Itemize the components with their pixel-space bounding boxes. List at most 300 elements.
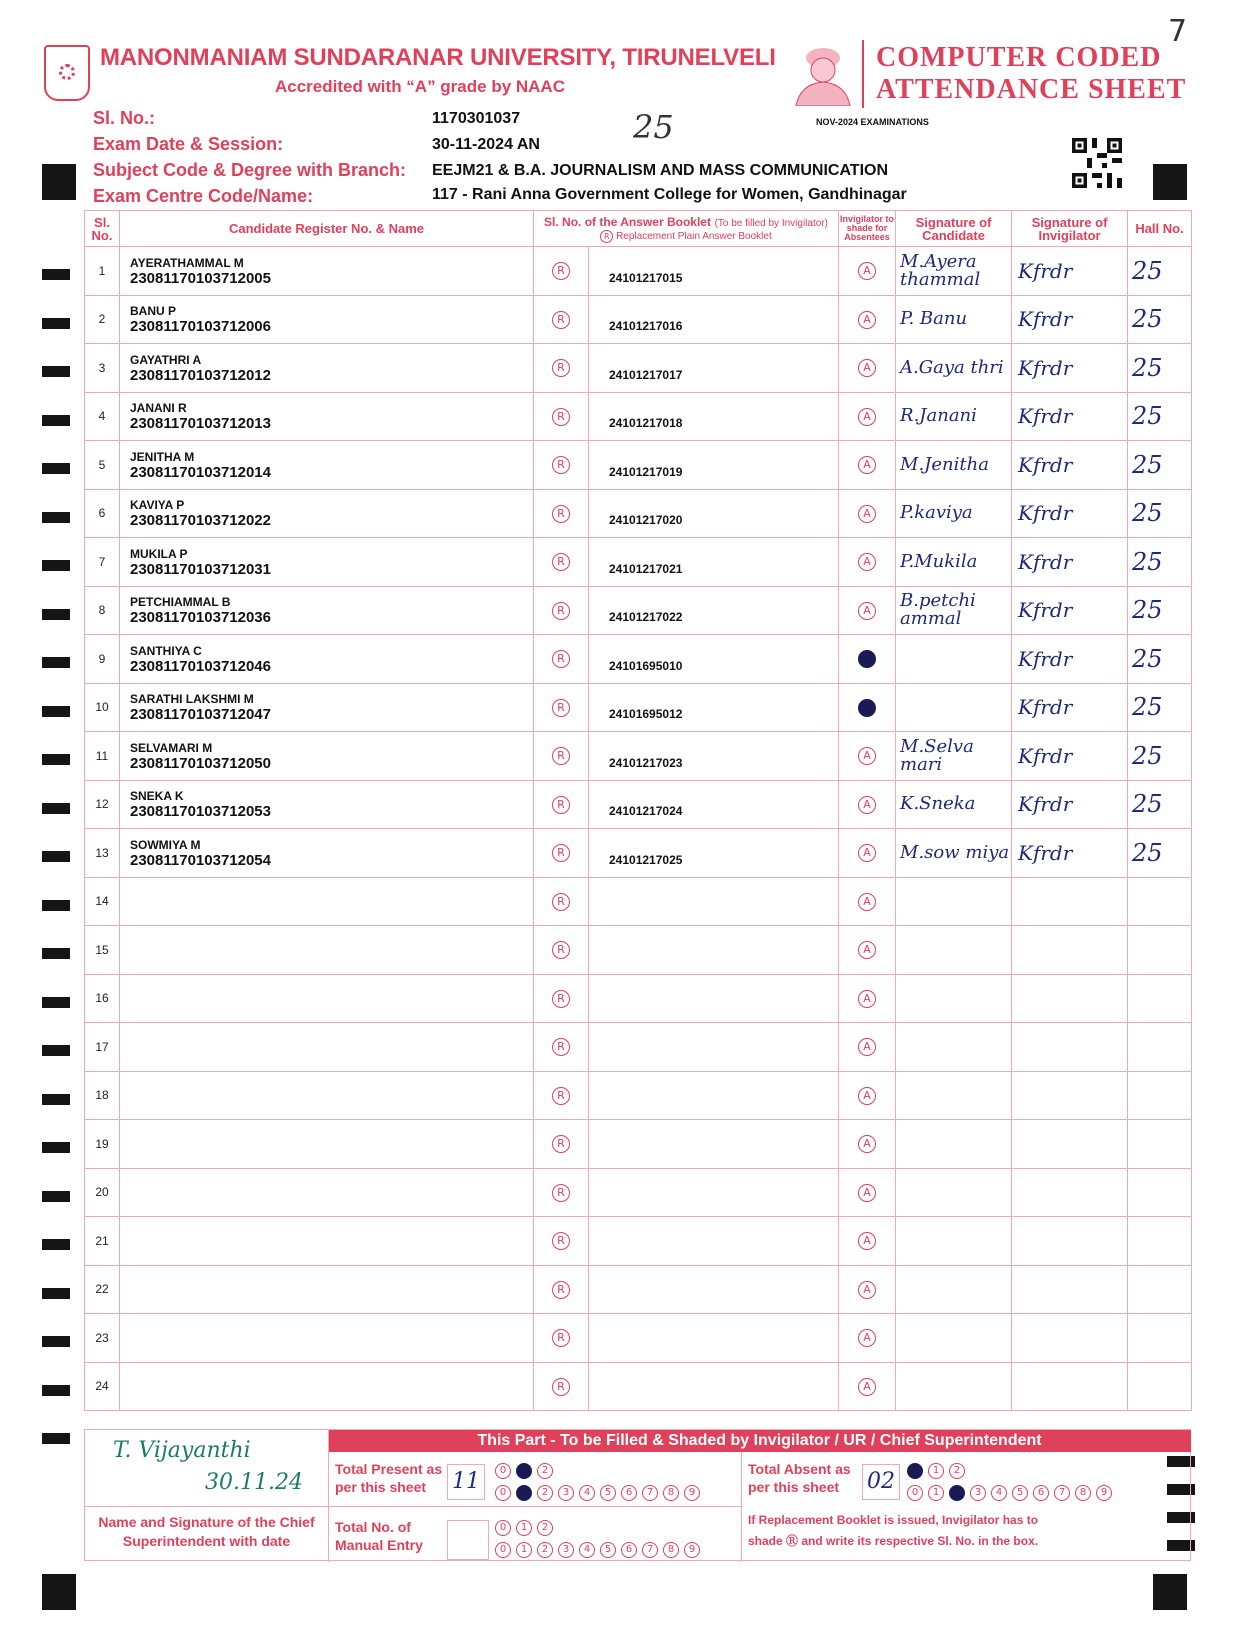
- invigilator-signature[interactable]: [1012, 1362, 1128, 1411]
- absentee-cell: [839, 1265, 896, 1314]
- candidate-signature[interactable]: [896, 1120, 1012, 1169]
- absentee-cell: [839, 829, 896, 878]
- hall-number[interactable]: [1128, 1168, 1192, 1217]
- row-sl: 1: [85, 247, 120, 296]
- digit-bubble-icon[interactable]: 2: [537, 1520, 553, 1536]
- absentee-cell: [839, 780, 896, 829]
- timing-mark: [42, 560, 70, 571]
- hall-number[interactable]: [1128, 877, 1192, 926]
- timing-mark: [42, 1433, 70, 1444]
- header-replacement: Replacement Plain Answer Booklet: [616, 230, 772, 242]
- replacement-cell: [534, 1362, 589, 1411]
- candidate-signature[interactable]: [896, 1314, 1012, 1363]
- chief-label: Name and Signature of the Chief Superintendent with date: [98, 1514, 315, 1549]
- booklet-number[interactable]: [589, 1168, 839, 1217]
- candidate-cell: [120, 829, 534, 878]
- absentee-bubble-icon[interactable]: A: [858, 1281, 876, 1299]
- digit-bubble-icon[interactable]: 5: [1012, 1485, 1028, 1501]
- absentee-cell: [839, 1023, 896, 1072]
- booklet-number[interactable]: [589, 1362, 839, 1411]
- candidate-signature[interactable]: A.Gaya thri: [896, 344, 1012, 393]
- hall-number[interactable]: [1128, 926, 1192, 975]
- replacement-bubble-icon[interactable]: R: [552, 1329, 570, 1347]
- candidate-signature[interactable]: K.Sneka: [896, 780, 1012, 829]
- header-hall: Hall No.: [1128, 211, 1192, 247]
- hall-number[interactable]: 25: [1128, 489, 1192, 538]
- hall-number[interactable]: 25: [1128, 295, 1192, 344]
- candidate-signature[interactable]: M.Ayera thammal: [896, 247, 1012, 296]
- hall-number[interactable]: [1128, 1217, 1192, 1266]
- table-row: [85, 1217, 1192, 1266]
- booklet-number[interactable]: [589, 974, 839, 1023]
- replacement-cell: [534, 1217, 589, 1266]
- absentee-cell: [839, 1120, 896, 1169]
- booklet-number[interactable]: [589, 1120, 839, 1169]
- absentee-bubble-icon[interactable]: A: [858, 1135, 876, 1153]
- attendance-table: [84, 210, 1192, 1411]
- invigilator-signature[interactable]: [1012, 1120, 1128, 1169]
- invigilator-signature[interactable]: Kfrdr: [1012, 538, 1128, 587]
- absentee-cell: [839, 344, 896, 393]
- booklet-number[interactable]: 24101217022: [589, 586, 839, 635]
- candidate-name: SANTHIYA C: [130, 643, 202, 658]
- timing-mark: [42, 900, 70, 911]
- invigilator-signature[interactable]: Kfrdr: [1012, 247, 1128, 296]
- table-row: [85, 1314, 1192, 1363]
- replacement-bubble-icon[interactable]: R: [552, 844, 570, 862]
- timing-mark: [42, 657, 70, 668]
- candidate-signature[interactable]: [896, 1362, 1012, 1411]
- hall-number[interactable]: 25: [1128, 635, 1192, 684]
- timing-mark: [42, 463, 70, 474]
- digit-bubble-icon[interactable]: 1: [928, 1485, 944, 1501]
- replacement-bubble-icon[interactable]: R: [552, 747, 570, 765]
- replacement-note: [748, 1510, 1038, 1552]
- candidate-cell: [120, 1168, 534, 1217]
- invigilator-signature[interactable]: Kfrdr: [1012, 635, 1128, 684]
- invigilator-signature[interactable]: Kfrdr: [1012, 586, 1128, 635]
- hall-number[interactable]: 25: [1128, 586, 1192, 635]
- candidate-signature[interactable]: M.Jenitha: [896, 441, 1012, 490]
- booklet-number[interactable]: 24101217020: [589, 489, 839, 538]
- hall-number[interactable]: 25: [1128, 829, 1192, 878]
- candidate-register-no: 23081170103712006: [130, 318, 271, 336]
- candidate-signature[interactable]: [896, 683, 1012, 732]
- candidate-cell: [120, 877, 534, 926]
- digit-bubble-icon[interactable]: 9: [684, 1485, 700, 1501]
- candidate-register-no: 23081170103712047: [130, 706, 271, 724]
- digit-bubble-icon[interactable]: 0: [907, 1485, 923, 1501]
- booklet-number[interactable]: 24101217024: [589, 780, 839, 829]
- hall-number[interactable]: [1128, 1362, 1192, 1411]
- replacement-cell: [534, 974, 589, 1023]
- digit-bubble-icon[interactable]: 0: [495, 1485, 511, 1501]
- absentee-bubble-icon[interactable]: A: [858, 1038, 876, 1056]
- replacement-cell: [534, 1023, 589, 1072]
- replacement-bubble-icon[interactable]: R: [552, 311, 570, 329]
- replacement-cell: [534, 780, 589, 829]
- digit-bubble-icon[interactable]: 3: [558, 1485, 574, 1501]
- absentee-bubble-icon[interactable]: A: [858, 1378, 876, 1396]
- hall-number[interactable]: 25: [1128, 392, 1192, 441]
- digit-bubble-icon[interactable]: 9: [1096, 1485, 1112, 1501]
- candidate-signature[interactable]: [896, 1023, 1012, 1072]
- replacement-bubble-icon[interactable]: R: [552, 1087, 570, 1105]
- header-sig-invigilator: Signature of Invigilator: [1012, 211, 1128, 247]
- candidate-cell: [120, 344, 534, 393]
- invigilator-signature[interactable]: [1012, 877, 1128, 926]
- divider: [328, 1430, 329, 1562]
- row-sl: 18: [85, 1071, 120, 1120]
- candidate-signature[interactable]: [896, 1265, 1012, 1314]
- table-row: [85, 1265, 1192, 1314]
- chief-signature: T. Vijayanthi: [113, 1438, 251, 1463]
- candidate-cell: [120, 635, 534, 684]
- invigilator-signature[interactable]: Kfrdr: [1012, 489, 1128, 538]
- university-logo: [44, 45, 90, 101]
- row-sl: 19: [85, 1120, 120, 1169]
- row-sl: 16: [85, 974, 120, 1023]
- digit-bubble-icon[interactable]: 5: [600, 1542, 616, 1558]
- replacement-bubble-icon[interactable]: R: [552, 408, 570, 426]
- absentee-bubble-icon[interactable]: A: [858, 1329, 876, 1347]
- row-sl: 4: [85, 392, 120, 441]
- invigilator-signature[interactable]: Kfrdr: [1012, 344, 1128, 393]
- hall-number[interactable]: 25: [1128, 344, 1192, 393]
- candidate-register-no: 23081170103712050: [130, 754, 271, 772]
- candidate-signature[interactable]: P. Banu: [896, 295, 1012, 344]
- absentee-bubble-icon[interactable]: A: [858, 1232, 876, 1250]
- hall-number[interactable]: 25: [1128, 732, 1192, 781]
- absentee-bubble-icon[interactable]: A: [858, 602, 876, 620]
- qr-code-icon: [1072, 138, 1122, 188]
- gear-emblem-icon: [59, 64, 75, 80]
- booklet-number[interactable]: 24101217016: [589, 295, 839, 344]
- booklet-number[interactable]: 24101695010: [589, 635, 839, 684]
- chief-date: 30.11.24: [205, 1470, 303, 1495]
- absentee-cell: [839, 538, 896, 587]
- booklet-number[interactable]: [589, 877, 839, 926]
- digit-bubble-icon[interactable]: 0: [495, 1463, 511, 1479]
- absentee-bubble-icon[interactable]: A: [858, 1184, 876, 1202]
- booklet-number[interactable]: [589, 1023, 839, 1072]
- absentee-bubble-icon[interactable]: A: [858, 650, 876, 668]
- invigilator-signature[interactable]: Kfrdr: [1012, 392, 1128, 441]
- row-sl: 2: [85, 295, 120, 344]
- candidate-register-no: 23081170103712005: [130, 269, 271, 287]
- absentee-bubble-icon[interactable]: A: [858, 408, 876, 426]
- total-present-label: Total Present as per this sheet: [335, 1461, 443, 1495]
- field-label-slno: Sl. No.:: [93, 108, 155, 128]
- hall-number[interactable]: 25: [1128, 780, 1192, 829]
- absentee-bubble-icon[interactable]: A: [858, 359, 876, 377]
- candidate-signature[interactable]: B.petchi ammal: [896, 586, 1012, 635]
- booklet-number[interactable]: 24101217018: [589, 392, 839, 441]
- booklet-number[interactable]: 24101217019: [589, 441, 839, 490]
- digit-bubble-icon[interactable]: 3: [558, 1542, 574, 1558]
- replacement-bubble-icon[interactable]: R: [552, 990, 570, 1008]
- absentee-bubble-icon[interactable]: A: [858, 311, 876, 329]
- invigilator-signature[interactable]: [1012, 1314, 1128, 1363]
- invigilator-signature[interactable]: [1012, 974, 1128, 1023]
- digit-bubble-icon[interactable]: 0: [495, 1542, 511, 1558]
- candidate-signature[interactable]: R.Janani: [896, 392, 1012, 441]
- header-booklet-note: (To be filled by Invigilator): [714, 217, 828, 229]
- replacement-r-icon: R: [600, 230, 613, 243]
- replacement-bubble-icon[interactable]: R: [552, 456, 570, 474]
- candidate-signature[interactable]: [896, 635, 1012, 684]
- replacement-cell: [534, 538, 589, 587]
- candidate-signature[interactable]: [896, 926, 1012, 975]
- absentee-cell: [839, 877, 896, 926]
- absentee-bubble-icon[interactable]: A: [858, 844, 876, 862]
- present-tens-bubbles: [495, 1460, 558, 1479]
- replacement-bubble-icon[interactable]: R: [552, 941, 570, 959]
- booklet-number[interactable]: [589, 1217, 839, 1266]
- total-absent-box[interactable]: 02: [862, 1464, 900, 1500]
- timing-mark: [42, 366, 70, 377]
- absentee-bubble-icon[interactable]: A: [858, 505, 876, 523]
- replacement-bubble-icon[interactable]: R: [552, 1378, 570, 1396]
- candidate-name: MUKILA P: [130, 546, 188, 561]
- hall-number[interactable]: [1128, 1314, 1192, 1363]
- digit-bubble-icon[interactable]: 7: [642, 1485, 658, 1501]
- digit-bubble-icon[interactable]: 6: [1033, 1485, 1049, 1501]
- replacement-cell: [534, 1168, 589, 1217]
- divider: [741, 1452, 742, 1562]
- candidate-signature[interactable]: P.kaviya: [896, 489, 1012, 538]
- table-row: [85, 247, 1192, 296]
- absentee-cell: [839, 926, 896, 975]
- invigilator-signature[interactable]: [1012, 926, 1128, 975]
- absentee-bubble-icon[interactable]: A: [858, 699, 876, 717]
- digit-bubble-icon[interactable]: 1: [516, 1463, 532, 1479]
- invigilator-signature[interactable]: [1012, 1071, 1128, 1120]
- replacement-bubble-icon[interactable]: R: [552, 1038, 570, 1056]
- candidate-register-no: 23081170103712014: [130, 463, 271, 481]
- timing-mark: [42, 1336, 70, 1347]
- absentee-bubble-icon[interactable]: A: [858, 990, 876, 1008]
- absentee-bubble-icon[interactable]: A: [858, 747, 876, 765]
- hall-number[interactable]: [1128, 1023, 1192, 1072]
- hall-number[interactable]: 25: [1128, 247, 1192, 296]
- replacement-bubble-icon[interactable]: R: [552, 699, 570, 717]
- absentee-bubble-icon[interactable]: A: [858, 456, 876, 474]
- hall-number[interactable]: [1128, 974, 1192, 1023]
- candidate-signature[interactable]: [896, 1168, 1012, 1217]
- row-sl: 13: [85, 829, 120, 878]
- header-sig-candidate: Signature of Candidate: [896, 211, 1012, 247]
- replacement-bubble-icon[interactable]: R: [552, 602, 570, 620]
- hall-number[interactable]: 25: [1128, 538, 1192, 587]
- candidate-signature[interactable]: [896, 877, 1012, 926]
- candidate-cell: [120, 1362, 534, 1411]
- replacement-bubble-icon[interactable]: R: [552, 650, 570, 668]
- total-present-box[interactable]: 11: [447, 1464, 485, 1500]
- digit-bubble-icon[interactable]: 9: [684, 1542, 700, 1558]
- absentee-bubble-icon[interactable]: A: [858, 796, 876, 814]
- replacement-bubble-icon[interactable]: R: [552, 893, 570, 911]
- replacement-bubble-icon[interactable]: R: [552, 1135, 570, 1153]
- invigilator-signature[interactable]: Kfrdr: [1012, 780, 1128, 829]
- replacement-note-line1: If Replacement Booklet is issued, Invigilator has to: [748, 1513, 1039, 1527]
- candidate-cell: [120, 538, 534, 587]
- candidate-name: AYERATHAMMAL M: [130, 255, 244, 270]
- digit-bubble-icon[interactable]: 2: [537, 1463, 553, 1479]
- digit-bubble-icon[interactable]: 8: [663, 1485, 679, 1501]
- absentee-bubble-icon[interactable]: A: [858, 941, 876, 959]
- row-sl: 8: [85, 586, 120, 635]
- absentee-bubble-icon[interactable]: A: [858, 893, 876, 911]
- row-sl: 5: [85, 441, 120, 490]
- hall-number[interactable]: 25: [1128, 683, 1192, 732]
- digit-bubble-icon[interactable]: 1: [516, 1485, 532, 1501]
- booklet-number[interactable]: 24101217015: [589, 247, 839, 296]
- booklet-number[interactable]: 24101217021: [589, 538, 839, 587]
- field-value-slno: 1170301037: [432, 110, 521, 127]
- row-sl: 9: [85, 635, 120, 684]
- digit-bubble-icon[interactable]: 8: [1075, 1485, 1091, 1501]
- digit-bubble-icon[interactable]: 5: [600, 1485, 616, 1501]
- hall-number[interactable]: [1128, 1265, 1192, 1314]
- table-row: [85, 926, 1192, 975]
- candidate-name: SARATHI LAKSHMI M: [130, 692, 254, 707]
- candidate-signature[interactable]: P.Mukila: [896, 538, 1012, 587]
- digit-bubble-icon[interactable]: 4: [991, 1485, 1007, 1501]
- header-booklet: [534, 211, 839, 247]
- digit-bubble-icon[interactable]: 1: [928, 1463, 944, 1479]
- replacement-cell: [534, 392, 589, 441]
- absentee-bubble-icon[interactable]: A: [858, 553, 876, 571]
- booklet-number[interactable]: 24101695012: [589, 683, 839, 732]
- invigilator-signature[interactable]: Kfrdr: [1012, 295, 1128, 344]
- replacement-cell: [534, 1071, 589, 1120]
- row-sl: 15: [85, 926, 120, 975]
- row-sl: 3: [85, 344, 120, 393]
- timing-mark: [42, 415, 70, 426]
- row-sl: 11: [85, 732, 120, 781]
- candidate-signature[interactable]: [896, 974, 1012, 1023]
- booklet-number[interactable]: [589, 926, 839, 975]
- timing-mark: [42, 609, 70, 620]
- digit-bubble-icon[interactable]: 1: [516, 1520, 532, 1536]
- digit-bubble-icon[interactable]: 4: [579, 1542, 595, 1558]
- field-value-centre: 117 - Rani Anna Government College for Women, Gandhinagar: [432, 186, 907, 203]
- divider: [85, 1506, 741, 1507]
- candidate-signature[interactable]: [896, 1217, 1012, 1266]
- booklet-number[interactable]: [589, 1314, 839, 1363]
- digit-bubble-icon[interactable]: 1: [516, 1542, 532, 1558]
- absentee-cell: [839, 1217, 896, 1266]
- manual-entry-box[interactable]: [447, 1520, 489, 1560]
- booklet-number[interactable]: 24101217023: [589, 732, 839, 781]
- hall-number[interactable]: [1128, 1120, 1192, 1169]
- candidate-name: GAYATHRI A: [130, 352, 202, 367]
- timing-mark: [42, 318, 70, 329]
- replacement-bubble-icon[interactable]: R: [552, 553, 570, 571]
- invigilator-signature[interactable]: Kfrdr: [1012, 683, 1128, 732]
- invigilator-signature[interactable]: [1012, 1168, 1128, 1217]
- booklet-number[interactable]: 24101217025: [589, 829, 839, 878]
- replacement-bubble-icon[interactable]: R: [552, 1281, 570, 1299]
- candidate-cell: [120, 780, 534, 829]
- candidate-name: PETCHIAMMAL B: [130, 595, 231, 610]
- digit-bubble-icon[interactable]: 8: [663, 1542, 679, 1558]
- digit-bubble-icon[interactable]: 3: [970, 1485, 986, 1501]
- digit-bubble-icon[interactable]: 2: [537, 1485, 553, 1501]
- replacement-bubble-icon[interactable]: R: [552, 1232, 570, 1250]
- absentee-bubble-icon[interactable]: A: [858, 262, 876, 280]
- table-row: [85, 1071, 1192, 1120]
- header-divider: [862, 40, 864, 108]
- replacement-bubble-icon[interactable]: R: [552, 1184, 570, 1202]
- digit-bubble-icon[interactable]: 7: [642, 1542, 658, 1558]
- total-absent-label: Total Absent as per this sheet: [748, 1461, 851, 1495]
- booklet-number[interactable]: [589, 1071, 839, 1120]
- row-sl: 23: [85, 1314, 120, 1363]
- candidate-signature[interactable]: [896, 1071, 1012, 1120]
- invigilator-signature[interactable]: Kfrdr: [1012, 829, 1128, 878]
- absentee-bubble-icon[interactable]: A: [858, 1087, 876, 1105]
- hall-number[interactable]: [1128, 1071, 1192, 1120]
- candidate-register-no: 23081170103712013: [130, 415, 271, 433]
- absentee-cell: [839, 635, 896, 684]
- booklet-number[interactable]: 24101217017: [589, 344, 839, 393]
- table-row: [85, 877, 1192, 926]
- row-sl: 20: [85, 1168, 120, 1217]
- timing-mark: [42, 997, 70, 1008]
- absentee-cell: [839, 974, 896, 1023]
- invigilator-signature[interactable]: [1012, 1217, 1128, 1266]
- invigilator-signature[interactable]: [1012, 1023, 1128, 1072]
- absent-tens-bubbles: [907, 1460, 970, 1479]
- replacement-bubble-icon[interactable]: R: [552, 359, 570, 377]
- invigilator-signature[interactable]: [1012, 1265, 1128, 1314]
- candidate-cell: [120, 247, 534, 296]
- digit-bubble-icon[interactable]: 2: [537, 1542, 553, 1558]
- booklet-number[interactable]: [589, 1265, 839, 1314]
- candidate-cell: [120, 974, 534, 1023]
- replacement-cell: [534, 635, 589, 684]
- digit-bubble-icon[interactable]: 4: [579, 1485, 595, 1501]
- replacement-bubble-icon[interactable]: R: [552, 505, 570, 523]
- replacement-cell: [534, 926, 589, 975]
- candidate-cell: [120, 1071, 534, 1120]
- candidate-signature[interactable]: M.Selva mari: [896, 732, 1012, 781]
- candidate-name: JENITHA M: [130, 449, 195, 464]
- invigilator-signature[interactable]: Kfrdr: [1012, 441, 1128, 490]
- candidate-signature[interactable]: M.sow miya: [896, 829, 1012, 878]
- replacement-bubble-icon[interactable]: R: [552, 262, 570, 280]
- digit-bubble-icon[interactable]: 6: [621, 1542, 637, 1558]
- digit-bubble-icon[interactable]: 7: [1054, 1485, 1070, 1501]
- invigilator-signature[interactable]: Kfrdr: [1012, 732, 1128, 781]
- replacement-cell: [534, 247, 589, 296]
- digit-bubble-icon[interactable]: 2: [949, 1463, 965, 1479]
- digit-bubble-icon[interactable]: 0: [495, 1520, 511, 1536]
- row-sl: 10: [85, 683, 120, 732]
- digit-bubble-icon[interactable]: 6: [621, 1485, 637, 1501]
- timing-mark: [42, 754, 70, 765]
- founder-portrait-icon: [790, 38, 856, 106]
- table-row: [85, 392, 1192, 441]
- replacement-bubble-icon[interactable]: R: [552, 796, 570, 814]
- university-name: MANONMANIAM SUNDARANAR UNIVERSITY, TIRUNELVELI: [100, 44, 776, 71]
- digit-bubble-icon[interactable]: 2: [949, 1485, 965, 1501]
- digit-bubble-icon[interactable]: 0: [907, 1463, 923, 1479]
- hall-number[interactable]: 25: [1128, 441, 1192, 490]
- replacement-cell: [534, 683, 589, 732]
